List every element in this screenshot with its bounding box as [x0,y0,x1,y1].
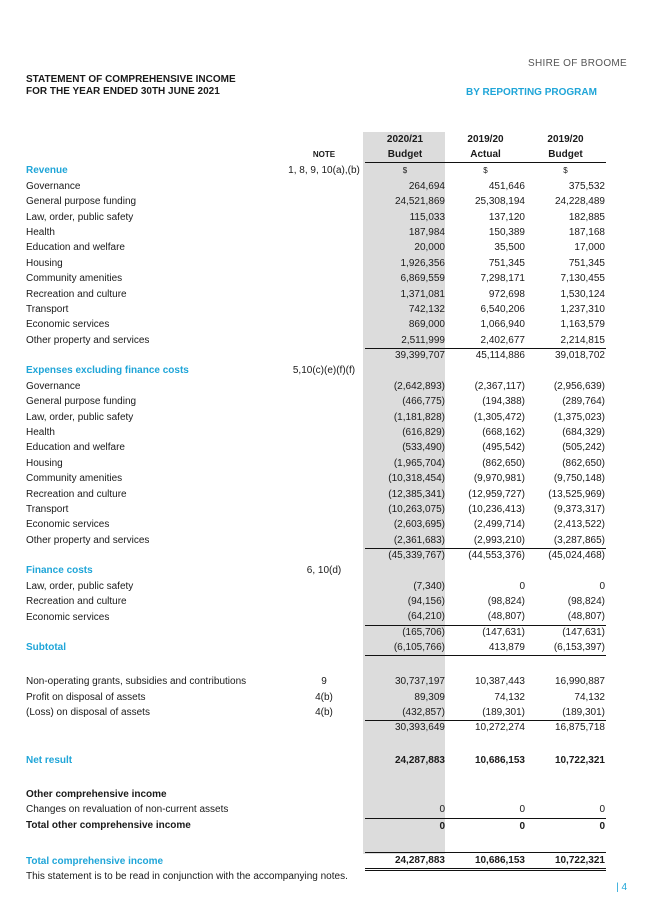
spacer-row-4-lbl-empty [26,834,284,853]
spacer-row-3 [26,769,606,787]
revenue-row-label: Health [26,227,55,239]
revenue-row-actual-2020: 25,308,194 [474,196,525,208]
expenses-row-note-empty [284,425,365,440]
revenue-note: 1, 8, 9, 10(a),(b) [288,165,360,177]
spacer-row-2-note-empty [284,735,365,753]
finance-total-row-note-empty [284,625,365,640]
expenses-heading-row-c2-empty [446,363,526,378]
spacer-row-1-c3-empty [526,656,606,675]
column-header-years-note-empty [284,132,365,147]
revenue-row-budget-2021: 20,000 [414,242,445,254]
column-header-types [26,147,606,163]
revenue-row [26,333,606,349]
spacer-row-1 [26,656,606,675]
finance-row [26,579,606,594]
revenue-row [26,271,606,286]
expenses-row [26,410,606,425]
expenses-row-note-empty [284,502,365,517]
spacer-row-1-note-empty [284,656,365,675]
other-items-total-row-note-empty [284,721,365,736]
oci-heading: Other comprehensive income [26,788,167,800]
revenue-row-note-empty [284,194,365,209]
total-comprehensive-budget-2020: 10,722,321 [526,853,606,870]
spacer-row-2 [26,735,606,753]
expenses-row-actual-2020: (668,162) [482,426,525,438]
expenses-row-note-empty [284,517,365,532]
oci-total-row [26,818,606,834]
expenses-row-actual-2020: (9,970,981) [473,473,525,485]
revenue-row-note-empty [284,302,365,317]
other-item-row [26,674,606,689]
revenue-row-budget-2020: 375,532 [568,180,605,192]
oci-revaluation-label: Changes on revaluation of non-current assets [26,804,229,816]
expenses-total-row-note-empty [284,549,365,564]
other-item-actual-2020: 74,132 [494,691,525,703]
spacer-row-3-c2-empty [446,769,526,787]
revenue-total-budget-2020: 39,018,702 [526,349,606,364]
revenue-row-actual-2020: 137,120 [488,211,525,223]
finance-heading-row-c1-empty [365,563,446,578]
oci-total-budget-2021: 0 [439,820,445,832]
spacer-row-4 [26,834,606,853]
expenses-row-budget-2021: (2,642,893) [393,380,445,392]
revenue-row [26,225,606,240]
expenses-row-label: General purpose funding [26,396,137,408]
subtotal-label: Subtotal [26,642,66,654]
revenue-row-actual-2020: 1,066,940 [480,319,525,331]
expenses-row-budget-2020: (2,956,639) [553,380,605,392]
finance-row-budget-2020: (98,824) [567,595,605,607]
spacer-row-2-c3-empty [526,735,606,753]
finance-heading-row [26,563,606,578]
col-2019-20-actual-year: 2019/20 [467,134,504,145]
revenue-total-row [26,349,606,364]
expenses-row-actual-2020: (2,993,210) [473,534,525,546]
expenses-row [26,379,606,394]
finance-row-budget-2020: (48,807) [567,611,605,623]
expenses-row [26,456,606,471]
revenue-row-actual-2020: 751,345 [488,257,525,269]
note-column-header: NOTE [312,150,336,160]
statement-title [26,74,236,98]
reporting-program-label: BY REPORTING PROGRAM [466,87,597,98]
expenses-row-actual-2020: (12,959,727) [468,488,525,500]
expenses-row-budget-2021: (2,361,683) [393,534,445,546]
oci-revaluation-row [26,802,606,818]
currency-budget-2021: $ [402,166,408,176]
subtotal-row-note-empty [284,640,365,656]
finance-total-row [26,625,606,640]
other-items-total-row-lbl-empty [26,721,284,736]
revenue-row-budget-2020: 182,885 [568,211,605,223]
currency-actual-2020: $ [483,166,488,176]
spacer-row-1-c1-empty [365,656,446,675]
total-comprehensive-label: Total comprehensive income [26,855,164,867]
spacer-row-3-c1-empty [365,769,446,787]
expenses-row-actual-2020: (1,305,472) [473,411,525,423]
finance-total-budget-2021: (165,706) [365,625,446,640]
oci-heading-row [26,787,606,802]
col-2019-20-budget-year: 2019/20 [547,134,584,145]
finance-row-label: Economic services [26,611,110,623]
revenue-row-label: Transport [26,304,69,316]
other-item-budget-2020: 74,132 [574,691,605,703]
expenses-row-actual-2020: (194,388) [482,396,525,408]
finance-heading-row-c3-empty [526,563,606,578]
organisation-name: SHIRE OF BROOME [528,58,627,69]
expenses-row-label: Economic services [26,519,110,531]
expenses-note: 5,10(c)(e)(f)(f) [292,365,356,377]
expenses-row [26,471,606,486]
revenue-row-label: Education and welfare [26,242,125,254]
spacer-row-3-c3-empty [526,769,606,787]
expenses-row-note-empty [284,456,365,471]
other-items-total-budget-2021: 30,393,649 [365,721,446,736]
revenue-row-actual-2020: 6,540,206 [480,304,525,316]
revenue-row-note-empty [284,287,365,302]
subtotal-budget-2021: (6,105,766) [365,640,446,656]
other-item-budget-2021: (432,857) [402,707,445,718]
other-items-total-actual-2020: 10,272,274 [446,721,526,736]
oci-revaluation-budget-2020: 0 [526,802,606,818]
finance-row-note-empty [284,579,365,594]
net-result-budget-2020: 10,722,321 [554,755,605,767]
finance-row-budget-2021: (7,340) [413,580,445,592]
other-item-budget-2020: 16,990,887 [554,676,605,688]
other-item-budget-2021: 30,737,197 [394,676,445,688]
expenses-row-budget-2020: (505,242) [562,442,605,454]
spacer-row-1-lbl-empty [26,656,284,675]
expenses-row-budget-2021: (10,263,075) [388,503,445,515]
expenses-row-label: Community amenities [26,473,123,485]
subtotal-budget-2020: (6,153,397) [526,640,606,656]
finance-heading-row-c2-empty [446,563,526,578]
oci-total-row-note-empty [284,818,365,834]
revenue-row-budget-2020: 1,163,579 [560,319,605,331]
revenue-row [26,317,606,332]
finance-row-budget-2021: (64,210) [407,611,445,623]
spacer-row-4-c1-empty [365,834,446,853]
net-result-row [26,753,606,768]
oci-revaluation-budget-2021: 0 [365,802,446,818]
expenses-row-actual-2020: (2,367,117) [474,380,525,392]
oci-heading-row-c2-empty [446,787,526,802]
other-items-total-budget-2020: 16,875,718 [526,721,606,736]
expenses-row-actual-2020: (495,542) [482,442,525,454]
expenses-row-label: Law, order, public safety [26,411,134,423]
revenue-row [26,179,606,194]
net-result-budget-2021: 24,287,883 [394,755,445,767]
revenue-row-label: Housing [26,257,63,269]
revenue-row-actual-2020: 2,402,677 [480,334,525,346]
expenses-row-actual-2020: (10,236,413) [468,503,525,515]
other-item-label: Profit on disposal of assets [26,691,146,703]
finance-heading: Finance costs [26,565,93,577]
revenue-row-budget-2021: 24,521,869 [394,196,445,208]
expenses-row-budget-2021: (1,965,704) [393,457,445,469]
expenses-row-budget-2020: (9,750,148) [553,473,605,485]
expenses-row-label: Transport [26,503,69,515]
expenses-row-budget-2021: (2,603,695) [393,519,445,531]
revenue-row-budget-2021: 2,511,999 [401,334,445,346]
revenue-row-note-empty [284,240,365,255]
expenses-row-note-empty [284,471,365,486]
expenses-row [26,394,606,409]
finance-row [26,609,606,625]
expenses-row-budget-2020: (13,525,969) [548,488,605,500]
revenue-row-budget-2021: 264,694 [408,180,445,192]
expenses-total-budget-2021: (45,339,767) [365,549,446,564]
net-result-row-note-empty [284,753,365,768]
net-result-label: Net result [26,755,73,767]
oci-revaluation-actual-2020: 0 [446,802,526,818]
expenses-row-note-empty [284,394,365,409]
other-item-note: 4(b) [315,691,333,703]
expenses-row-budget-2020: (3,287,865) [553,534,605,546]
column-header-types-lbl-empty [26,147,284,163]
finance-row-actual-2020: (48,807) [487,611,525,623]
finance-row-note-empty [284,594,365,609]
revenue-total-row-lbl-empty [26,349,284,364]
finance-row-budget-2020: 0 [599,580,605,592]
spacer-row-2-lbl-empty [26,735,284,753]
revenue-row-budget-2021: 6,869,559 [400,273,445,285]
revenue-row-note-empty [284,256,365,271]
income-statement-table [26,132,606,871]
other-item-budget-2021: 89,309 [414,691,445,703]
expenses-heading-row-c3-empty [526,363,606,378]
revenue-row [26,240,606,255]
oci-total-actual-2020: 0 [519,820,525,832]
revenue-row-budget-2020: 17,000 [574,242,605,254]
expenses-total-row [26,549,606,564]
revenue-row-actual-2020: 150,389 [488,227,525,239]
finance-total-budget-2020: (147,631) [526,625,606,640]
expenses-row-label: Governance [26,380,81,392]
currency-budget-2020: $ [563,166,568,176]
other-item-budget-2020: (189,301) [562,707,605,718]
other-item-note: 9 [321,676,327,688]
finance-row-actual-2020: (98,824) [487,595,525,607]
revenue-row-budget-2020: 751,345 [568,257,605,269]
revenue-total-budget-2021: 39,399,707 [365,349,446,364]
revenue-row-actual-2020: 451,646 [488,180,525,192]
other-item-label: Non-operating grants, subsidies and contributions [26,676,247,688]
total-comprehensive-budget-2021: 24,287,883 [365,853,446,870]
revenue-row-note-empty [284,317,365,332]
expenses-row [26,440,606,455]
other-item-row [26,705,606,721]
oci-heading-row-c1-empty [365,787,446,802]
spacer-row-2-c2-empty [446,735,526,753]
revenue-row-budget-2020: 2,214,815 [560,334,605,346]
finance-note: 6, 10(d) [306,565,342,577]
expenses-row-budget-2020: (9,373,317) [553,503,605,515]
finance-total-actual-2020: (147,631) [446,625,526,640]
finance-row-budget-2021: (94,156) [407,595,445,607]
expenses-total-actual-2020: (44,553,376) [446,549,526,564]
total-comprehensive-row [26,853,606,870]
revenue-row-budget-2021: 115,033 [409,211,445,223]
revenue-row-label: Governance [26,180,81,192]
revenue-row-budget-2020: 187,168 [568,227,605,239]
oci-heading-row-note-empty [284,787,365,802]
revenue-row-label: General purpose funding [26,196,137,208]
statement-title-line1: STATEMENT OF COMPREHENSIVE INCOME [26,74,236,85]
expenses-row-note-empty [284,487,365,502]
expenses-row [26,487,606,502]
column-header-years-lbl-empty [26,132,284,147]
revenue-heading-row [26,163,606,179]
revenue-total-actual-2020: 45,114,886 [446,349,526,364]
expenses-heading-row-c1-empty [365,363,446,378]
expenses-row-note-empty [284,533,365,549]
revenue-row-budget-2021: 742,132 [408,304,445,316]
expenses-row-budget-2020: (684,329) [562,426,605,438]
total-comprehensive-row-note-empty [284,853,365,870]
revenue-row-budget-2021: 869,000 [408,319,445,331]
expenses-row [26,502,606,517]
revenue-row-label: Economic services [26,319,110,331]
oci-heading-row-c3-empty [526,787,606,802]
expenses-total-row-lbl-empty [26,549,284,564]
finance-total-row-lbl-empty [26,625,284,640]
net-result-actual-2020: 10,686,153 [474,755,525,767]
revenue-row-note-empty [284,333,365,349]
expenses-row [26,517,606,532]
spacer-row-1-c2-empty [446,656,526,675]
expenses-row-budget-2021: (533,490) [402,442,445,454]
expenses-row-actual-2020: (2,499,714) [473,519,525,531]
spacer-row-3-note-empty [284,769,365,787]
revenue-total-row-note-empty [284,349,365,364]
other-item-row [26,690,606,705]
revenue-row-note-empty [284,225,365,240]
col-2020-21-year: 2020/21 [386,134,424,145]
finance-row-label: Law, order, public safety [26,580,134,592]
subtotal-actual-2020: 413,879 [446,640,526,656]
spacer-row-4-c2-empty [446,834,526,853]
revenue-row [26,256,606,271]
expenses-row-budget-2020: (862,650) [562,457,605,469]
revenue-row-note-empty [284,179,365,194]
expenses-row-label: Other property and services [26,535,150,546]
other-item-label: (Loss) on disposal of assets [26,707,150,719]
finance-row [26,594,606,609]
column-header-years [26,132,606,147]
statement-title-line2: FOR THE YEAR ENDED 30TH JUNE 2021 [26,86,220,97]
revenue-row-budget-2020: 1,237,310 [560,304,605,316]
expenses-row-budget-2021: (10,318,454) [388,473,445,485]
expenses-heading: Expenses excluding finance costs [26,365,189,377]
expenses-row-label: Housing [26,457,63,469]
expenses-row-budget-2020: (1,375,023) [553,411,605,423]
footer-note: This statement is to be read in conjunction with the accompanying notes. [26,871,348,882]
oci-revaluation-row-note-empty [284,802,365,818]
finance-row-note-empty [284,609,365,625]
revenue-row [26,287,606,302]
expenses-row [26,533,606,549]
revenue-heading: Revenue [26,165,68,177]
oci-total-label: Total other comprehensive income [26,820,191,832]
revenue-row-budget-2020: 1,530,124 [560,288,605,300]
expenses-row-budget-2020: (2,413,522) [553,519,605,531]
spacer-row-2-c1-empty [365,735,446,753]
expenses-row-note-empty [284,440,365,455]
col-budget-2020-type: Budget [526,147,606,163]
spacer-row-4-c3-empty [526,834,606,853]
other-items-total-row [26,721,606,736]
revenue-row-budget-2021: 187,984 [408,227,445,239]
revenue-row-actual-2020: 7,298,171 [480,273,525,285]
expenses-row-budget-2021: (1,181,828) [393,411,445,423]
expenses-row-label: Education and welfare [26,442,125,454]
total-comprehensive-actual-2020: 10,686,153 [446,853,526,870]
revenue-row-label: Law, order, public safety [26,211,134,223]
revenue-row-label: Recreation and culture [26,288,127,300]
revenue-row-label: Other property and services [26,335,150,347]
other-item-actual-2020: 10,387,443 [474,676,525,688]
expenses-total-budget-2020: (45,024,468) [526,549,606,564]
revenue-row-budget-2020: 24,228,489 [554,196,605,208]
revenue-row-actual-2020: 35,500 [494,242,525,254]
expenses-row-note-empty [284,379,365,394]
expenses-row-label: Health [26,426,55,438]
col-actual-2020-type: Actual [446,147,526,163]
other-item-actual-2020: (189,301) [482,707,525,718]
expenses-heading-row [26,363,606,378]
spacer-row-4-note-empty [284,834,365,853]
revenue-row-budget-2021: 1,371,081 [400,288,445,300]
revenue-row [26,194,606,209]
expenses-row-budget-2021: (12,385,341) [388,488,445,500]
finance-row-label: Recreation and culture [26,595,127,607]
expenses-row-label: Recreation and culture [26,488,127,500]
revenue-row [26,210,606,225]
expenses-row-budget-2020: (289,764) [562,396,605,408]
oci-total-budget-2020: 0 [599,820,605,832]
expenses-row-budget-2021: (466,775) [402,396,445,408]
revenue-row-note-empty [284,271,365,286]
expenses-row [26,425,606,440]
page-number: | 4 [616,882,627,893]
subtotal-row [26,640,606,656]
expenses-row-note-empty [284,410,365,425]
expenses-row-budget-2021: (616,829) [402,426,445,438]
spacer-row-3-lbl-empty [26,769,284,787]
revenue-row-actual-2020: 972,698 [488,288,525,300]
revenue-row-budget-2021: 1,926,356 [400,257,445,269]
finance-row-actual-2020: 0 [519,580,525,592]
revenue-row [26,302,606,317]
revenue-row-label: Community amenities [26,273,123,285]
other-item-note: 4(b) [315,707,333,719]
expenses-row-actual-2020: (862,650) [482,457,525,469]
revenue-row-budget-2020: 7,130,455 [560,273,605,285]
col-budget-2021-type: Budget [365,147,446,163]
revenue-row-note-empty [284,210,365,225]
